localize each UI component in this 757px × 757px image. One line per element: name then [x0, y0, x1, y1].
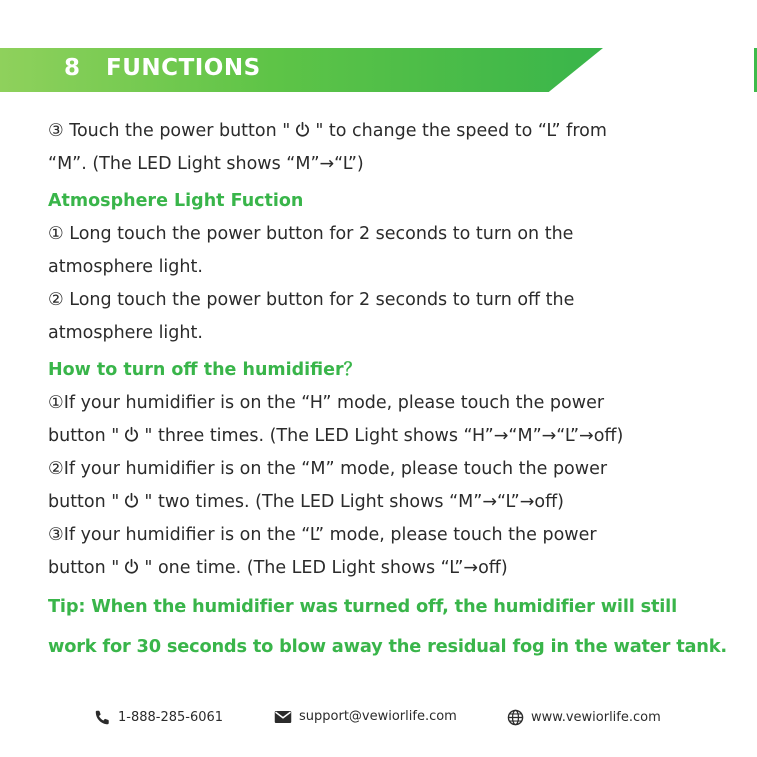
section-number: 8	[64, 55, 81, 81]
atmosphere-heading: Atmosphere Light Fuction	[48, 191, 304, 211]
section-title	[64, 55, 261, 81]
turn-off-item-3-line-1: ③If your humidifier is on the “L” mode, please touch the power	[48, 525, 597, 545]
tip-line-1: Tip: When the humidifier was turned off, the humidifier will still	[48, 596, 677, 617]
power-icon	[123, 426, 140, 443]
globe-icon	[507, 709, 524, 726]
atmosphere-item-2-line-2: atmosphere light.	[48, 323, 203, 343]
atmosphere-item-1-line-1: ① Long touch the power button for 2 seconds to turn on the	[48, 224, 574, 244]
phone-icon	[94, 709, 111, 726]
footer-website	[507, 709, 661, 726]
atmosphere-item-2-line-1: ② Long touch the power button for 2 seconds to turn off the	[48, 290, 575, 310]
footer-phone	[94, 709, 223, 726]
email-address[interactable]: support@vewiorlife.com	[299, 709, 457, 724]
atmosphere-item-1-line-2: atmosphere light.	[48, 257, 203, 277]
turn-off-item-3-line-2: button " " one time. (The LED Light shows “L”→off)	[48, 558, 508, 578]
website-url[interactable]: www.vewiorlife.com	[531, 710, 661, 725]
turn-off-item-2-line-1: ②If your humidifier is on the “M” mode, please touch the power	[48, 459, 608, 479]
tip-line-2: work for 30 seconds to blow away the residual fog in the water tank.	[48, 636, 727, 657]
power-icon	[123, 492, 140, 509]
speed-step-line-1: ③ Touch the power button " " to change the speed to “L” from	[48, 121, 607, 141]
turn-off-item-1-line-2: button " " three times. (The LED Light shows “H”→“M”→“L”→off)	[48, 426, 624, 446]
footer-email	[274, 709, 457, 724]
phone-number: 1-888-285-6061	[118, 710, 224, 725]
mail-icon	[274, 710, 292, 724]
turn-off-item-2-line-2: button " " two times. (The LED Light shows “M”→“L”→off)	[48, 492, 565, 512]
power-icon	[294, 121, 311, 138]
functions-content	[48, 115, 748, 667]
turn-off-heading: How to turn off the humidifier？	[48, 360, 362, 380]
contact-footer	[0, 709, 757, 731]
power-icon	[123, 558, 140, 575]
speed-step-line-2: “M”. (The LED Light shows “M”→“L”)	[48, 154, 364, 174]
section-heading: FUNCTIONS	[106, 55, 261, 81]
turn-off-item-1-line-1: ①If your humidifier is on the “H” mode, please touch the power	[48, 393, 605, 413]
